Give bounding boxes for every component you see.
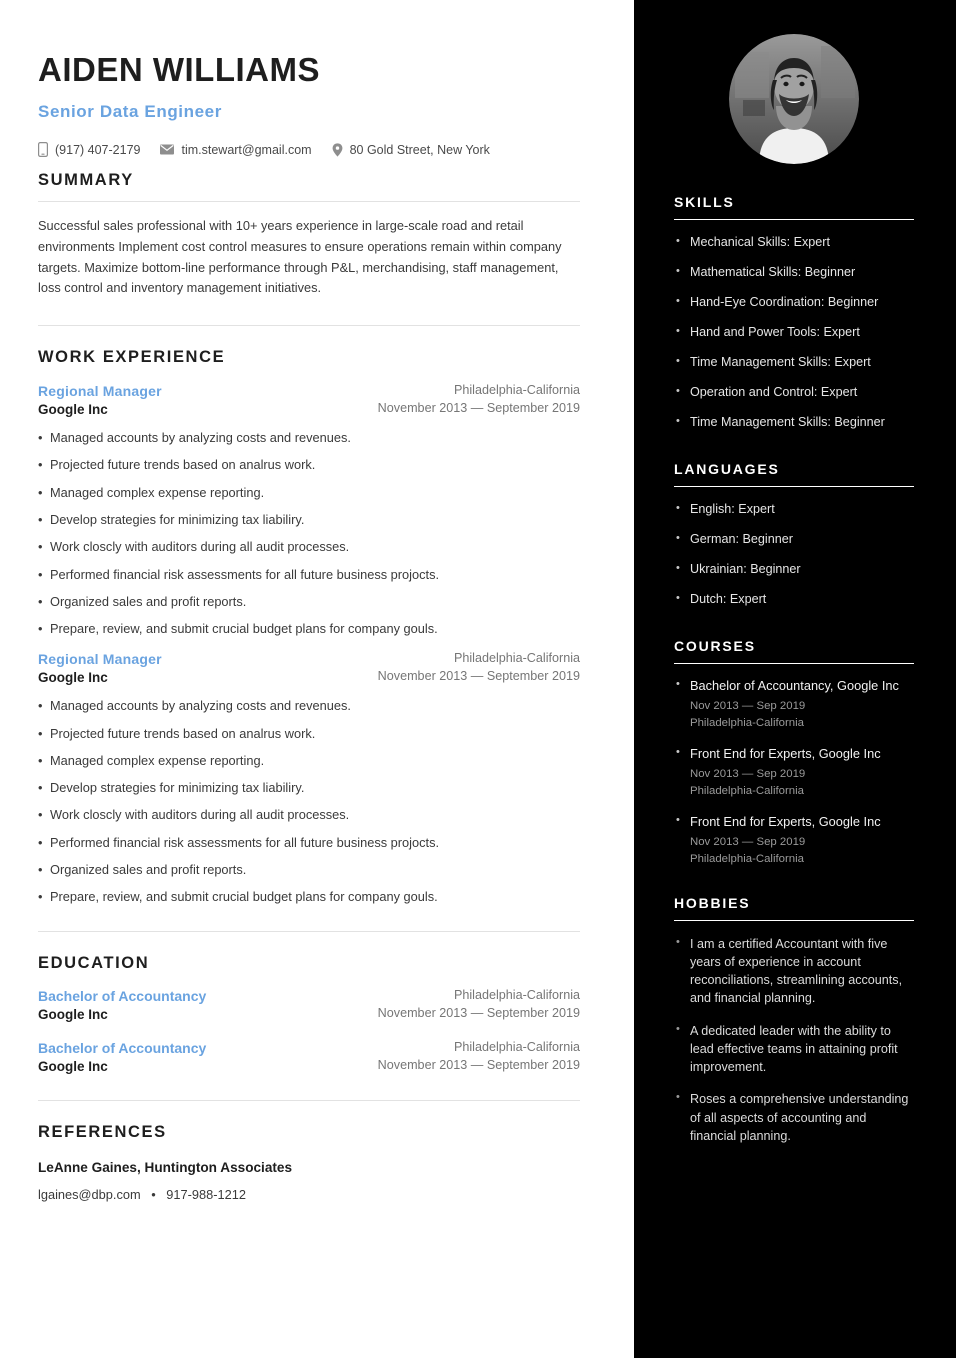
job-title: Regional Manager (38, 651, 162, 668)
section-separator-work (38, 325, 580, 326)
languages-heading: LANGUAGES (674, 461, 780, 477)
job-dates: November 2013 — September 2019 (377, 669, 580, 684)
skills-section (674, 194, 914, 431)
courses-heading-rule (674, 663, 914, 664)
course-title: • Bachelor of Accountancy, Google Inc (690, 678, 899, 693)
skill-item: • Time Management Skills: Beginner (674, 414, 914, 431)
job-location: Philadelphia-California (453, 383, 580, 398)
section-separator-references (38, 1100, 580, 1101)
contact-email[interactable] (160, 143, 311, 157)
education-dates: November 2013 — September 2019 (377, 1006, 580, 1021)
languages-heading-rule (674, 486, 914, 487)
language-item: • Ukrainian: Beginner (674, 561, 914, 578)
course-title: • Front End for Experts, Google Inc (690, 745, 881, 761)
courses-list (674, 678, 914, 865)
work-experience-heading: WORK EXPERIENCE (38, 348, 226, 367)
skills-list (674, 234, 914, 431)
reference-contact (38, 1187, 580, 1202)
education-organization: Google Inc (38, 1059, 108, 1075)
location-pin-icon (332, 143, 343, 157)
duty-item: • Work closcly with auditors during all audit processes. (38, 806, 580, 823)
duty-item: • Prepare, review, and submit crucial budget plans for company gouls. (38, 620, 580, 637)
skill-item: • Time Management Skills: Expert (674, 354, 914, 371)
reference-phone[interactable]: 917-988-1212 (166, 1187, 246, 1203)
work-experience-section (38, 348, 580, 905)
course-title: • Front End for Experts, Google Inc (690, 813, 881, 829)
reference-separator: • (151, 1187, 156, 1203)
contact-address[interactable] (332, 143, 490, 157)
skill-item: • Mathematical Skills: Beginner (674, 264, 914, 281)
duty-item: • Managed complex expense reporting. (38, 484, 580, 501)
email-icon (160, 144, 174, 155)
references-section (38, 1123, 580, 1202)
duty-item: • Managed accounts by analyzing costs and revenues. (38, 697, 580, 714)
education-location: Philadelphia-California (453, 988, 580, 1003)
education-dates: November 2013 — September 2019 (377, 1058, 580, 1073)
job-location: Philadelphia-California (453, 651, 580, 666)
summary-section (38, 171, 580, 299)
duty-item: • Performed financial risk assessments for all future business projocts. (38, 834, 580, 851)
summary-text: Successful sales professional with 10+ years experience in large-scale road and retail environments Implement cost control measures to ensure operations remain within company targets. Maximize bottom-line performance through P&L, merchandising, staff management, loss control and inventory management initiatives. (38, 218, 562, 296)
course-dates: Nov 2013 — Sep 2019 (690, 835, 806, 848)
duty-item: • Managed complex expense reporting. (38, 752, 580, 769)
section-separator-education (38, 931, 580, 932)
job-duties-list (38, 697, 580, 905)
skill-item: • Hand-Eye Coordination: Beginner (674, 294, 914, 311)
phone-icon (38, 142, 48, 157)
duty-item: • Managed accounts by analyzing costs and revenues. (38, 429, 580, 446)
courses-heading: COURSES (674, 638, 756, 654)
duty-item: • Develop strategies for minimizing tax liabiliry. (38, 511, 580, 528)
duty-item: • Work closcly with auditors during all audit processes. (38, 538, 580, 555)
hobby-item: • A dedicated leader with the ability to lead effective teams in attaining profit improvement. (674, 1022, 914, 1077)
skill-item: • Mechanical Skills: Expert (674, 234, 914, 251)
course-dates: Nov 2013 — Sep 2019 (690, 767, 806, 780)
summary-heading-rule (38, 201, 580, 202)
job-dates: November 2013 — September 2019 (377, 401, 580, 416)
contact-phone[interactable] (38, 142, 140, 157)
resume-sidebar (634, 0, 956, 1358)
education-section (38, 954, 580, 1074)
education-location: Philadelphia-California (453, 1040, 580, 1055)
job-role-subtitle: Senior Data Engineer (38, 102, 222, 122)
profile-photo-wrap (674, 0, 914, 164)
language-item: • Dutch: Expert (674, 591, 914, 608)
phone-value: (917) 407-2179 (55, 142, 141, 157)
skill-item: • Operation and Control: Expert (674, 384, 914, 401)
profile-photo-illustration (729, 34, 859, 164)
skills-heading-rule (674, 219, 914, 220)
reference-name: LeAnne Gaines, Huntington Associates (38, 1160, 293, 1176)
job-title: Regional Manager (38, 383, 162, 400)
course-item (674, 746, 914, 797)
avatar (729, 34, 859, 164)
duty-item: • Organized sales and profit reports. (38, 861, 580, 878)
course-location: Philadelphia-California (690, 852, 804, 865)
duty-item: • Prepare, review, and submit crucial budget plans for company gouls. (38, 888, 580, 905)
hobbies-heading: HOBBIES (674, 894, 751, 911)
education-entry (38, 988, 580, 1022)
education-degree: Bachelor of Accountancy (38, 988, 207, 1005)
education-entry (38, 1040, 580, 1074)
languages-list (674, 501, 914, 608)
course-location: Philadelphia-California (690, 784, 804, 797)
courses-section (674, 638, 914, 865)
hobbies-section (674, 895, 914, 1146)
languages-section (674, 461, 914, 608)
hobby-item: • I am a certified Accountant with five years of experience in account reconciliations, streamlining accounts, and financial planning. (674, 935, 914, 1008)
language-item: • English: Expert (674, 501, 914, 518)
duty-item: • Develop strategies for minimizing tax liabiliry. (38, 779, 580, 796)
summary-heading: SUMMARY (38, 171, 134, 190)
hobby-item: • Roses a comprehensive understanding of all aspects of accounting and financial planning. (674, 1090, 914, 1145)
reference-email[interactable]: lgaines@dbp.com (38, 1187, 141, 1203)
job-organization: Google Inc (38, 670, 108, 686)
duty-item: • Organized sales and profit reports. (38, 593, 580, 610)
job-organization: Google Inc (38, 402, 108, 418)
duty-item: • Projected future trends based on analrus work. (38, 725, 580, 742)
duty-item: • Projected future trends based on analrus work. (38, 456, 580, 473)
job-duties-list (38, 429, 580, 637)
address-value: 80 Gold Street, New York (349, 142, 490, 157)
course-item (674, 814, 914, 865)
education-heading: EDUCATION (38, 954, 150, 973)
email-value: tim.stewart@gmail.com (181, 142, 312, 157)
course-dates: Nov 2013 — Sep 2019 (690, 699, 806, 712)
course-item (674, 678, 914, 729)
hobbies-heading-rule (674, 920, 914, 921)
hobbies-list (674, 935, 914, 1146)
references-heading: REFERENCES (38, 1123, 167, 1142)
page-title: AIDEN WILLIAMS (38, 51, 320, 88)
work-experience-entry (38, 383, 580, 637)
skill-item: • Hand and Power Tools: Expert (674, 324, 914, 341)
education-organization: Google Inc (38, 1007, 108, 1023)
course-location: Philadelphia-California (690, 716, 804, 729)
language-item: • German: Beginner (674, 531, 914, 548)
contact-row (38, 142, 580, 157)
skills-heading: SKILLS (674, 194, 735, 210)
work-experience-entry (38, 651, 580, 905)
duty-item: • Performed financial risk assessments for all future business projocts. (38, 566, 580, 583)
education-degree: Bachelor of Accountancy (38, 1040, 207, 1057)
